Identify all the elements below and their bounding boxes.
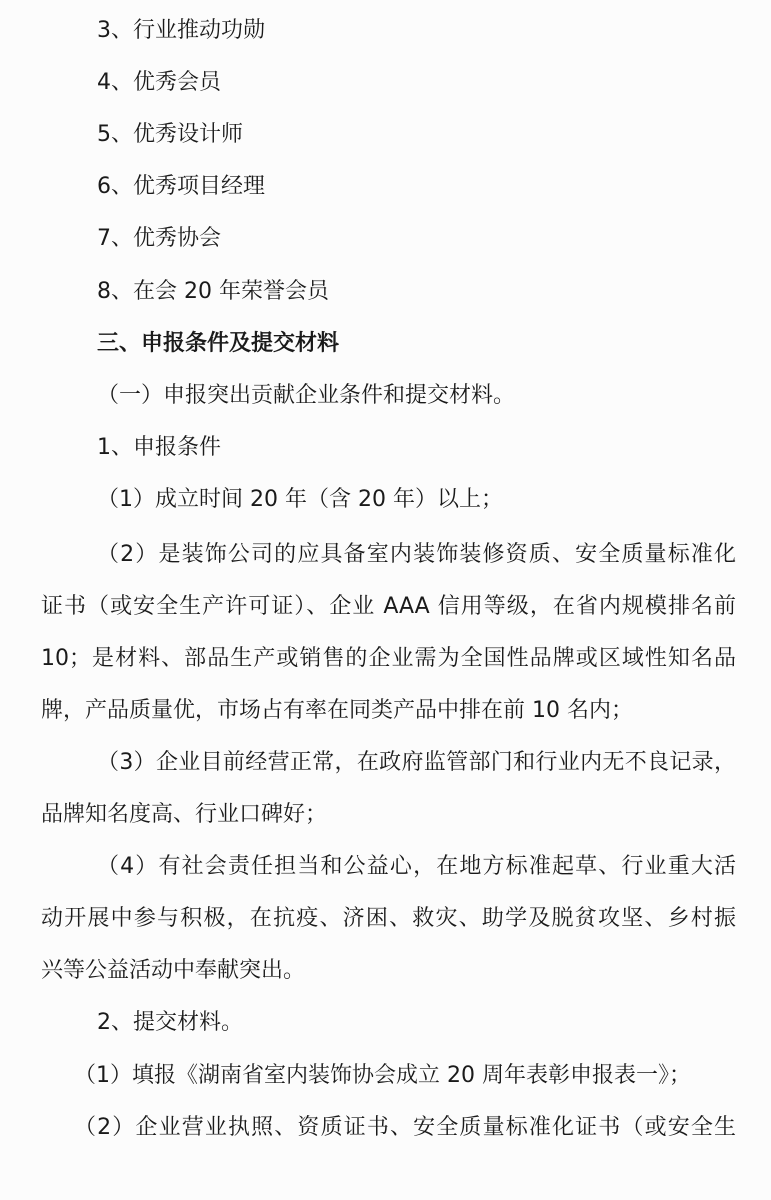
award-item-3: 3、行业推动功勋 (97, 18, 265, 43)
condition-1: （1）成立时间 20 年（含 20 年）以上； (97, 487, 503, 512)
condition-3-line-2: 品牌知名度高、行业口碑好； (41, 802, 328, 827)
award-item-7: 7、优秀协会 (97, 226, 221, 251)
subsection-heading: （一）申报突出贡献企业条件和提交材料。 (97, 383, 516, 408)
material-2-line-1: （2）企业营业执照、资质证书、安全质量标准化证书（或安全生 (74, 1115, 736, 1140)
condition-2-line-1: （2）是装饰公司的应具备室内装饰装修资质、安全质量标准化 (97, 542, 736, 567)
materials-heading: 2、提交材料。 (97, 1010, 243, 1035)
condition-4-line-1: （4）有社会责任担当和公益心，在地方标准起草、行业重大活 (97, 854, 736, 879)
award-item-5: 5、优秀设计师 (97, 122, 243, 147)
condition-2-line-4: 牌，产品质量优，市场占有率在同类产品中排在前 10 名内； (41, 698, 633, 723)
condition-2-line-3: 10；是材料、部品生产或销售的企业需为全国性品牌或区域性知名品 (41, 646, 736, 671)
award-item-6: 6、优秀项目经理 (97, 174, 265, 199)
condition-4-line-2: 动开展中参与积极，在抗疫、济困、救灾、助学及脱贫攻坚、乡村振 (41, 906, 736, 931)
material-1: （1）填报《湖南省室内装饰协会成立 20 周年表彰申报表一》； (74, 1063, 691, 1088)
conditions-heading: 1、申报条件 (97, 435, 221, 460)
condition-4-line-3: 兴等公益活动中奉献突出。 (41, 958, 306, 983)
award-item-8: 8、在会 20 年荣誉会员 (97, 279, 329, 304)
condition-3-line-1: （3）企业目前经营正常，在政府监管部门和行业内无不良记录， (97, 750, 736, 775)
condition-2-line-2: 证书（或安全生产许可证）、企业 AAA 信用等级，在省内规模排名前 (41, 594, 736, 619)
award-item-4: 4、优秀会员 (97, 70, 221, 95)
section-heading: 三、申报条件及提交材料 (97, 331, 340, 356)
